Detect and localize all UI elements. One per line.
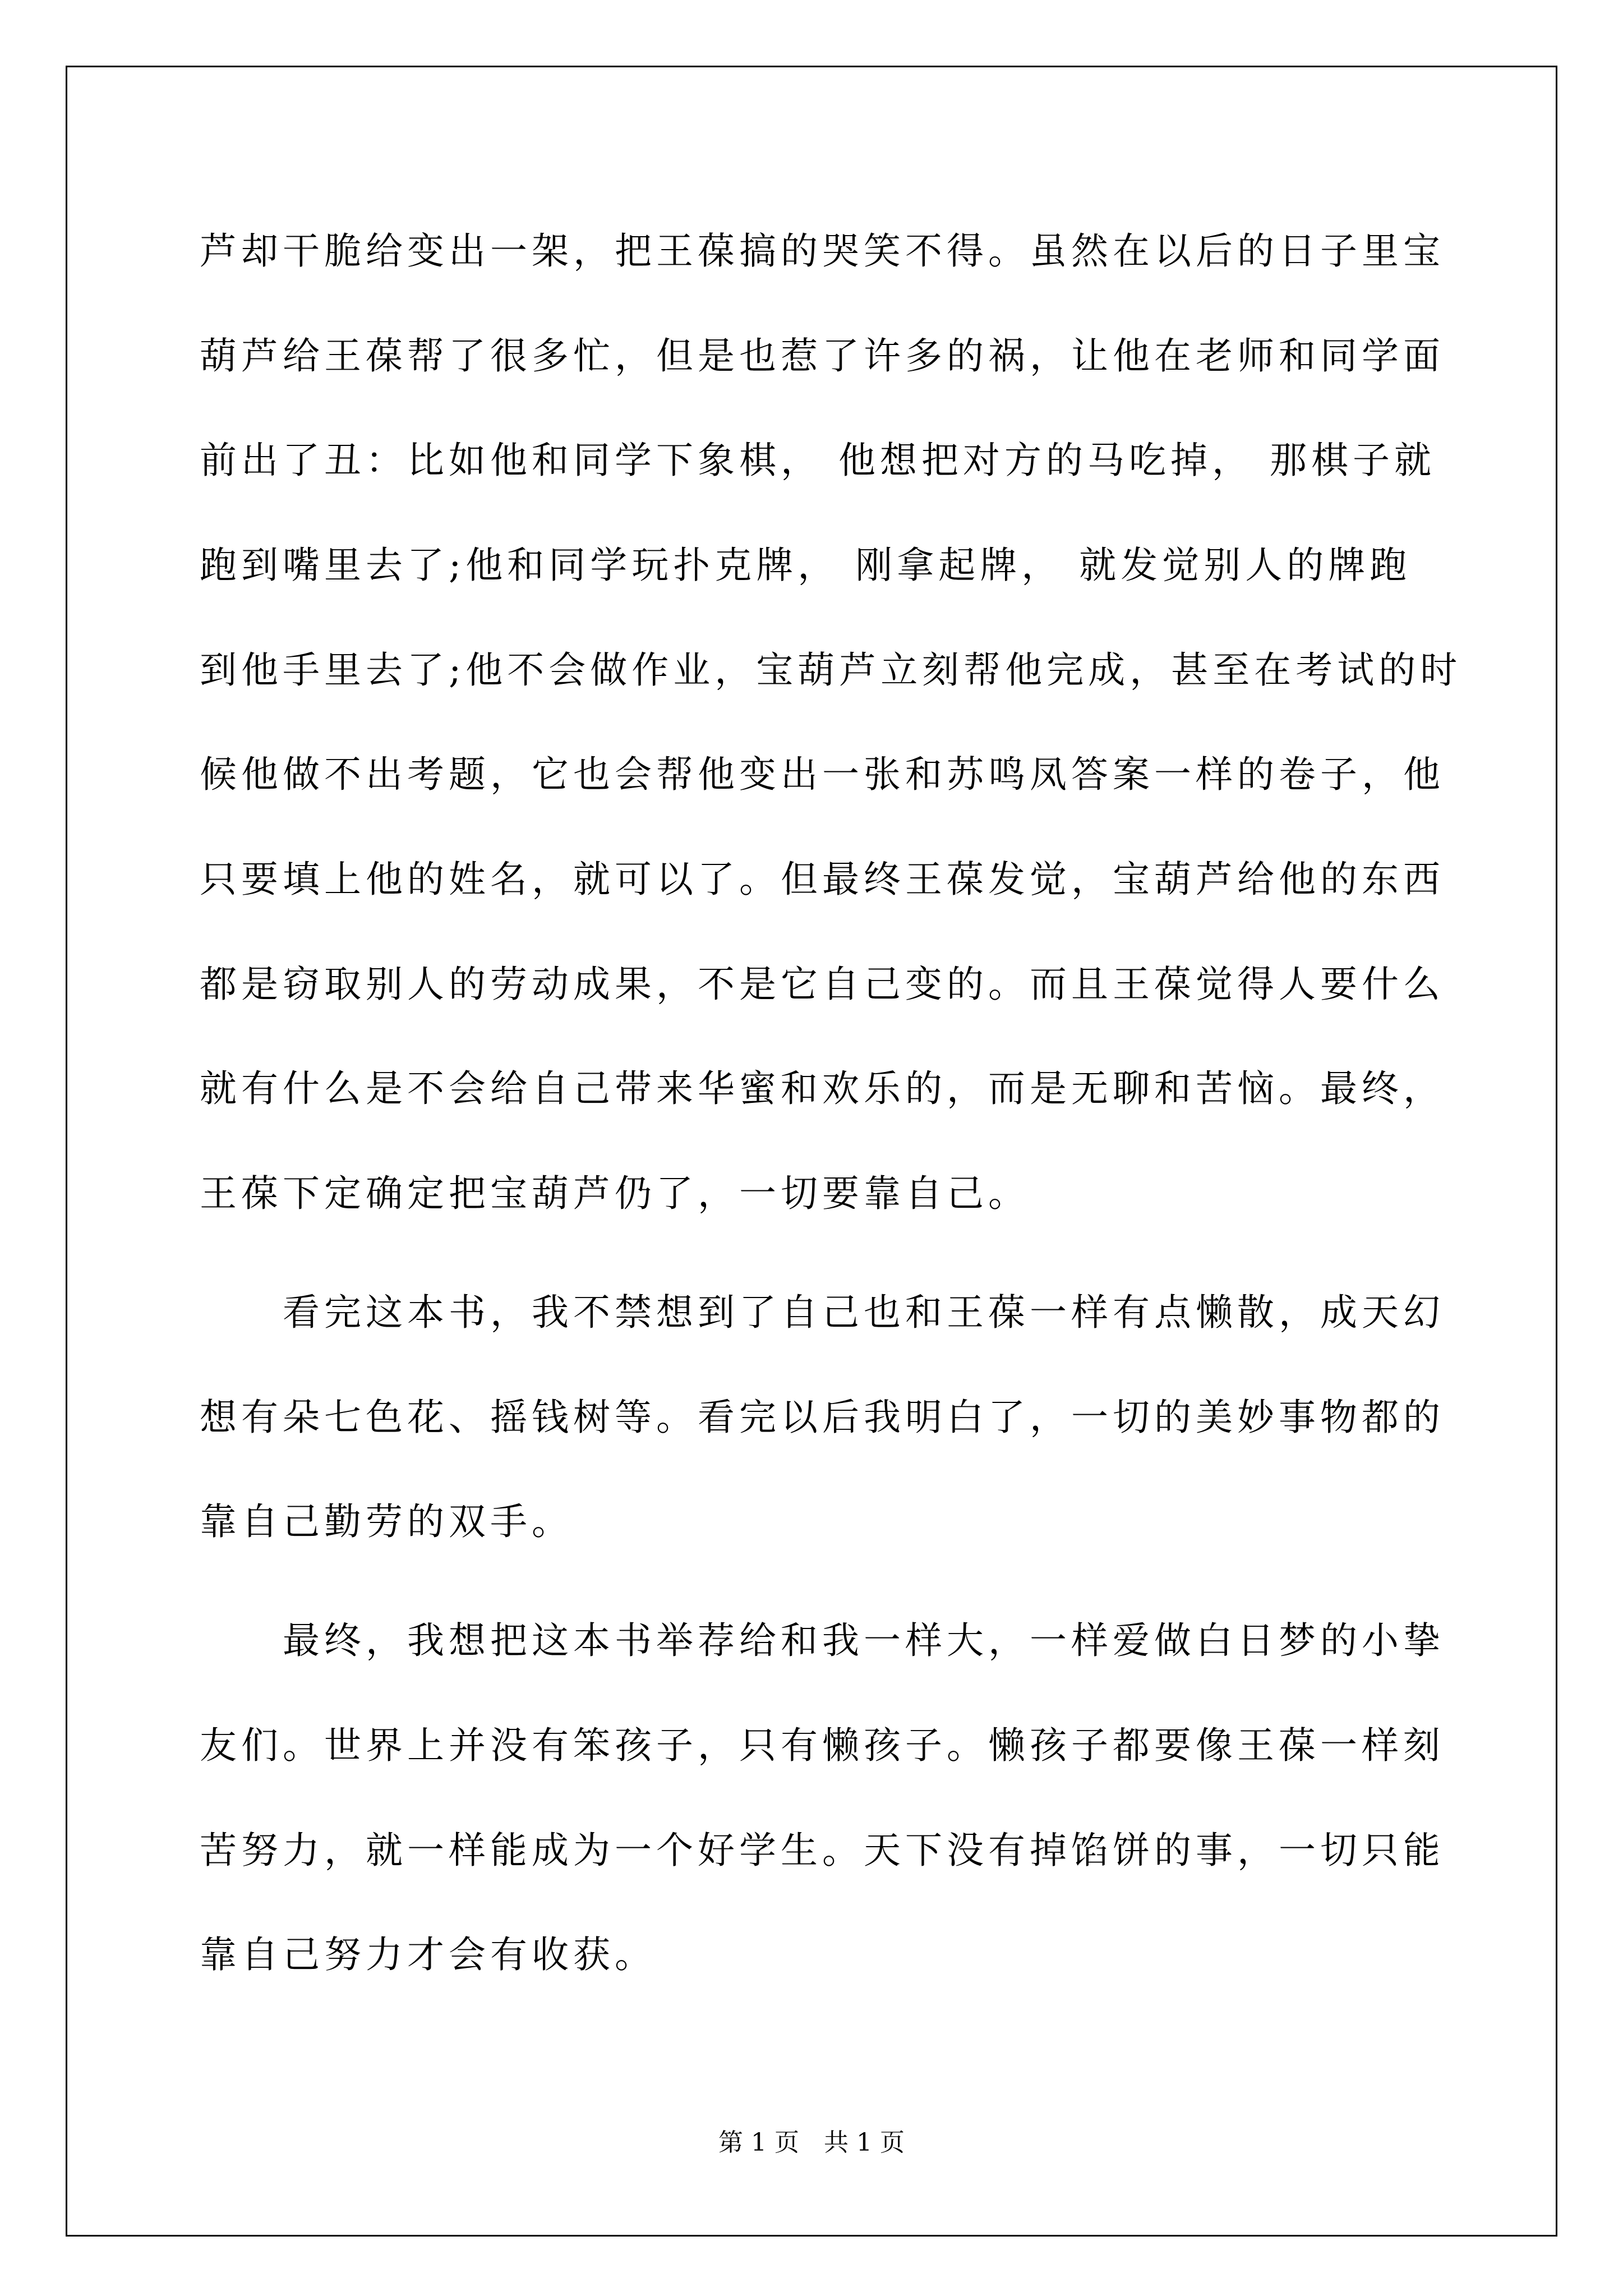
text-line: 靠自己勤劳的双手。 [200, 1500, 573, 1543]
text-line: 就有什么是不会给自己带来华蜜和欢乐的，而是无聊和苦恼。最终， [200, 1067, 1445, 1110]
text-line: 王葆下定确定把宝葫芦仍了，一切要靠自己。 [200, 1172, 1030, 1215]
text-line: 苦努力，就一样能成为一个好学生。天下没有掉馅饼的事，一切只能 [200, 1829, 1445, 1872]
text-line: 友们。世界上并没有笨孩子，只有懒孩子。懒孩子都要像王葆一样刻 [200, 1724, 1445, 1767]
text-line: 候他做不出考题，它也会帮他变出一张和苏鸣凤答案一样的卷子，他 [200, 753, 1445, 796]
page-border [66, 66, 1557, 2237]
text-line: 都是窃取别人的劳动成果，不是它自己变的。而且王葆觉得人要什么 [200, 963, 1445, 1006]
text-line: 跑到嘴里去了;他和同学玩扑克牌， 刚拿起牌， 就发觉别人的牌跑 [200, 544, 1412, 587]
text-line: 葫芦给王葆帮了很多忙，但是也惹了许多的祸，让他在老师和同学面 [200, 334, 1445, 378]
text-line: 只要填上他的姓名，就可以了。但最终王葆发觉，宝葫芦给他的东西 [200, 858, 1445, 901]
page-number-footer: 第 1 页 共 1 页 [718, 2128, 905, 2157]
text-line: 最终，我想把这本书举荐给和我一样大，一样爱做白日梦的小挚 [283, 1619, 1445, 1662]
text-line: 看完这本书，我不禁想到了自己也和王葆一样有点懒散，成天幻 [283, 1291, 1445, 1334]
text-line: 想有朵七色花、摇钱树等。看完以后我明白了，一切的美妙事物都的 [200, 1396, 1445, 1439]
text-line: 靠自己努力才会有收获。 [200, 1933, 656, 1976]
text-line: 芦却干脆给变出一架，把王葆搞的哭笑不得。虽然在以后的日子里宝 [200, 229, 1445, 273]
text-line: 到他手里去了;他不会做作业，宝葫芦立刻帮他完成，甚至在考试的时 [200, 648, 1462, 692]
text-line: 前出了丑：比如他和同学下象棋， 他想把对方的马吃掉， 那棋子就 [200, 439, 1436, 482]
